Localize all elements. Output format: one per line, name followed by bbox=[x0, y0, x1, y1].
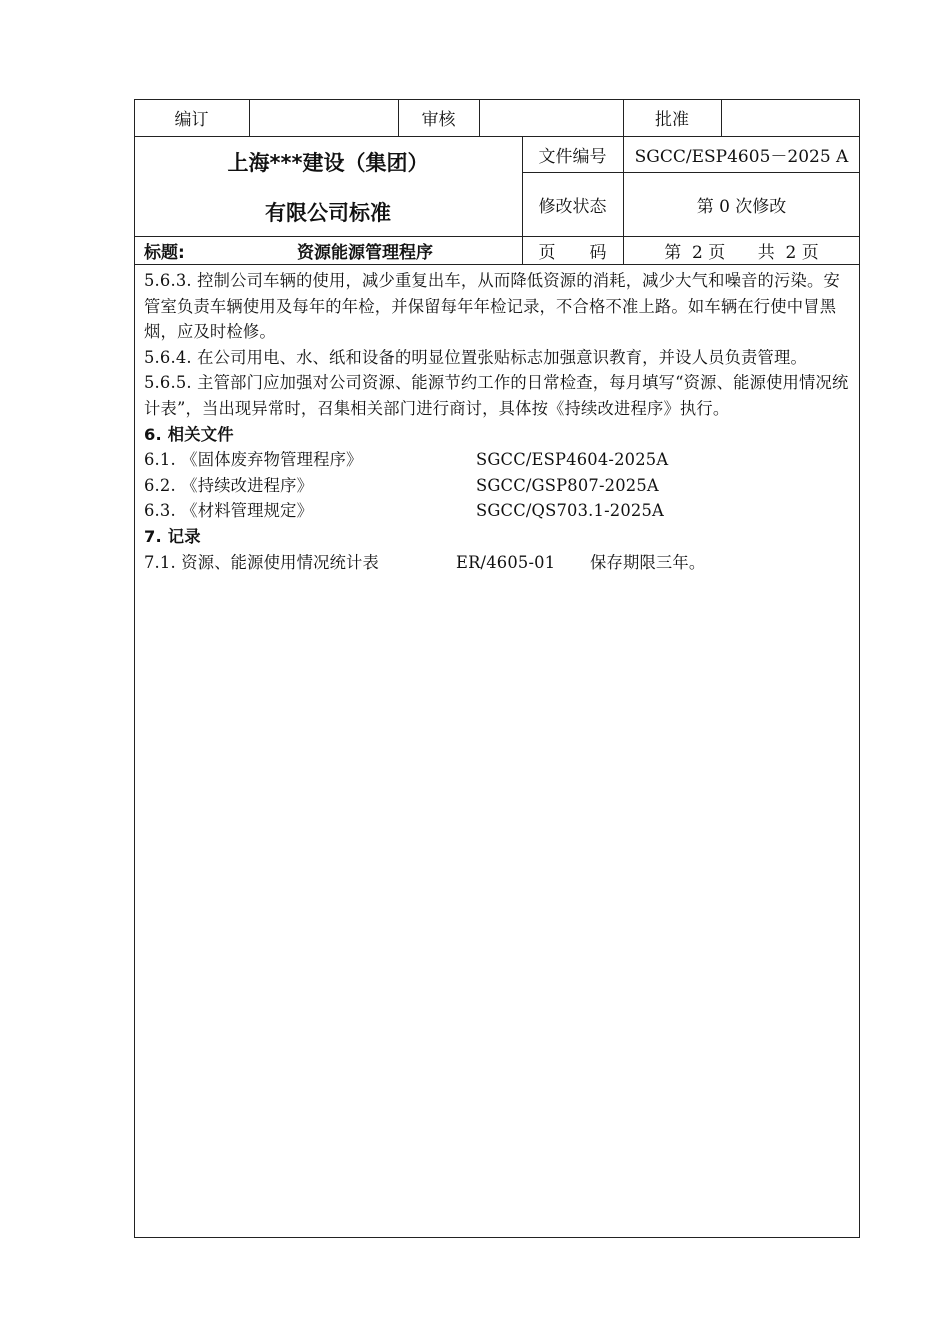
review-label: 审核 bbox=[421, 110, 456, 130]
record-name: 7.1. 资源、能源使用情况统计表 bbox=[144, 552, 380, 572]
revision-label: 修改状态 bbox=[538, 196, 607, 217]
compile-value bbox=[249, 99, 398, 136]
approve-value bbox=[721, 99, 860, 136]
review-value bbox=[479, 99, 623, 136]
doc-number-label: 文件编号 bbox=[538, 146, 607, 167]
related-doc-name: 6.2. 《持续改进程序》 bbox=[144, 475, 314, 495]
compile-label: 编订 bbox=[174, 110, 209, 130]
title-label: 标题: bbox=[144, 242, 185, 263]
clause-5-6-3: 5.6.3. 控制公司车辆的使用，减少重复出车，从而降低资源的消耗，减少大气和噪音的污染。安管室负责车辆使用及每年的年检，并保留每年年检记录，不合格不准上路。如车辆在行使中冒黑烟，应及时检修。 bbox=[144, 271, 840, 342]
company-name-line1: 上海***建设（集团） bbox=[227, 151, 429, 175]
related-doc-name: 6.1. 《固体废弃物管理程序》 bbox=[144, 450, 363, 470]
section-6-heading: 6. 相关文件 bbox=[144, 424, 234, 444]
related-doc-code: SGCC/QS703.1-2025A bbox=[476, 501, 664, 521]
record-code: ER/4605-01 bbox=[456, 552, 556, 572]
document-body bbox=[144, 268, 852, 575]
related-doc-row bbox=[144, 447, 852, 473]
related-doc-code: SGCC/ESP4604-2025A bbox=[476, 450, 669, 470]
revision-value: 第 0 次修改 bbox=[696, 196, 787, 217]
doc-number-value: SGCC/ESP4605－2025 A bbox=[634, 146, 849, 167]
section-7-heading: 7. 记录 bbox=[144, 526, 201, 546]
record-row bbox=[144, 550, 852, 576]
approve-label: 批准 bbox=[655, 110, 689, 130]
related-doc-code: SGCC/GSP807-2025A bbox=[476, 475, 659, 495]
page-number: 第 2 页 共 2 页 bbox=[664, 242, 819, 263]
related-doc-row bbox=[144, 473, 852, 499]
rule-title-row-bottom bbox=[134, 264, 860, 265]
company-name-line2: 有限公司标准 bbox=[265, 201, 391, 225]
related-doc-row bbox=[144, 498, 852, 524]
clause-5-6-4: 5.6.4. 在公司用电、水、纸和设备的明显位置张贴标志加强意识教育，并设人员负责管理。 bbox=[144, 347, 807, 367]
document-title: 资源能源管理程序 bbox=[297, 242, 433, 263]
related-doc-name: 6.3. 《材料管理规定》 bbox=[144, 501, 314, 521]
clause-5-6-5: 5.6.5. 主管部门应加强对公司资源、能源节约工作的日常检查，每月填写“资源、能源使用情况统计表”，当出现异常时，召集相关部门进行商讨，具体按《持续改进程序》执行。 bbox=[144, 373, 849, 418]
record-retention: 保存期限三年。 bbox=[590, 552, 706, 572]
page-label: 页 码 bbox=[538, 242, 607, 263]
